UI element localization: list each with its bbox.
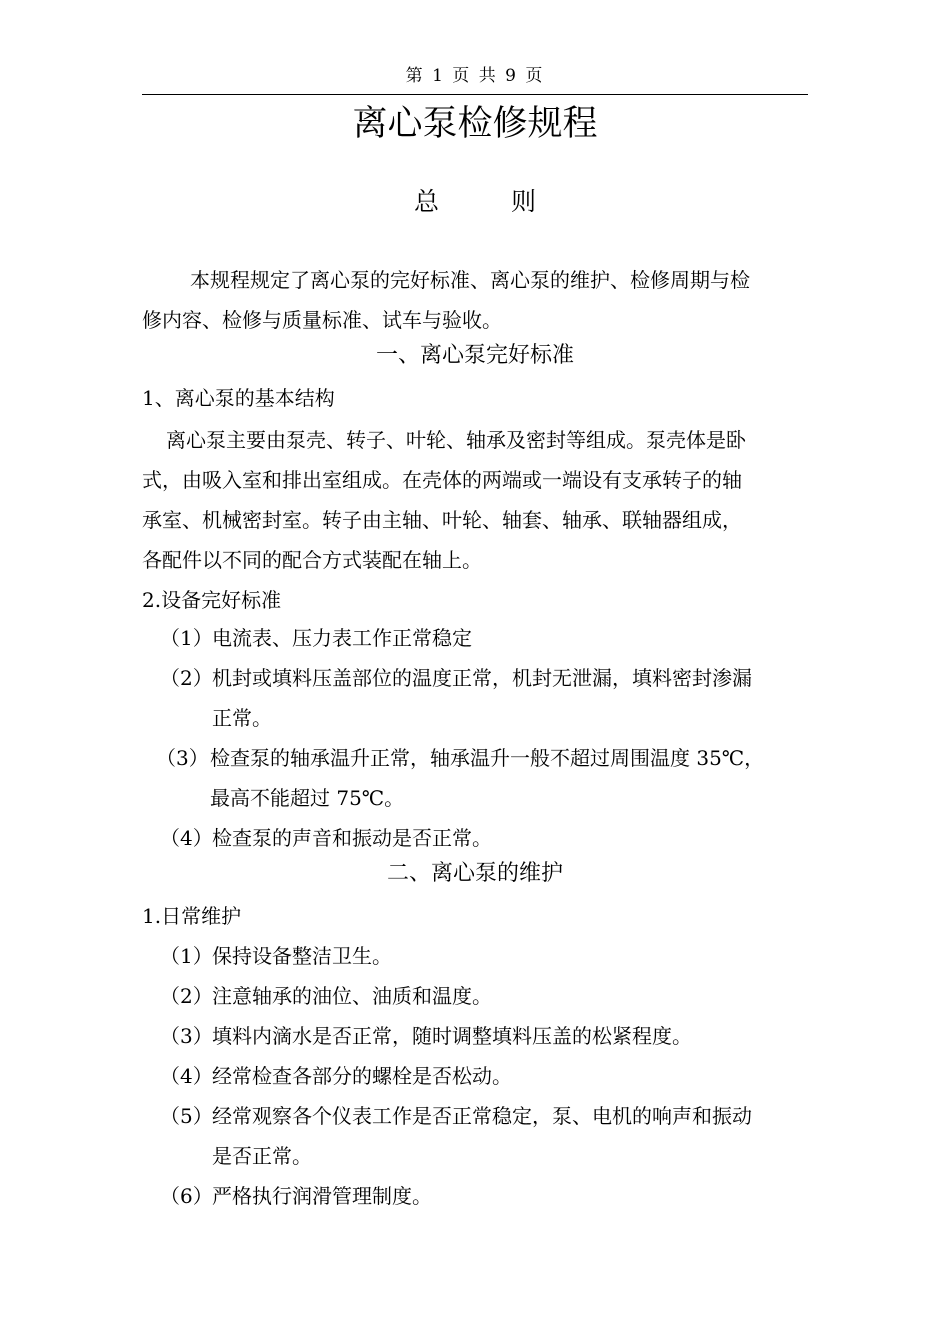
subtitle-char-left: 总 [413,187,439,216]
page-header [142,64,808,88]
page-indicator: 第 1 页 共 9 页 [405,66,545,86]
section-1-sub-1-title: 1、离心泵的基本结构 [142,386,335,410]
intro-line-2: 修内容、检修与质量标准、试车与验收。 [142,308,502,332]
list-item-number: （1） [160,626,213,650]
list-item-text: 严格执行润滑管理制度。 [212,1184,432,1208]
list-item-number: （1） [160,944,213,968]
section-1-heading: 一、离心泵完好标准 [375,343,574,368]
section-1-paragraph-line-2: 式，由吸入室和排出室组成。在壳体的两端或一端设有支承转子的轴 [142,468,742,492]
list-item-text-continued: 最高不能超过 75℃。 [210,786,405,810]
section-2-heading: 二、离心泵的维护 [386,861,563,886]
list-item-number: （2） [160,984,213,1008]
list-item-text-continued: 是否正常。 [212,1144,312,1168]
list-item-number: （4） [160,826,213,850]
list-item-number: （3） [160,1024,213,1048]
section-2-sub-1-title: 1.日常维护 [142,904,242,928]
header-divider [142,94,808,95]
list-item-text: 经常检查各部分的螺栓是否松动。 [212,1064,512,1088]
list-item-number: （6） [160,1184,213,1208]
subtitle-char-right: 则 [511,187,537,216]
list-item-number: （2） [160,666,213,690]
section-subtitle [142,182,808,222]
document-title: 离心泵检修规程 [352,104,598,144]
list-item-number: （4） [160,1064,213,1088]
list-item-text: 电流表、压力表工作正常稳定 [212,626,472,650]
list-item-text: 经常观察各个仪表工作是否正常稳定，泵、电机的响声和振动 [212,1104,752,1128]
section-1-paragraph-line-4: 各配件以不同的配合方式装配在轴上。 [142,548,482,572]
intro-line-1: 本规程规定了离心泵的完好标准、离心泵的维护、检修周期与检 [190,268,750,292]
section-1-paragraph-line-3: 承室、机械密封室。转子由主轴、叶轮、轴套、轴承、联轴器组成， [142,508,742,532]
list-item-text: 机封或填料压盖部位的温度正常，机封无泄漏，填料密封渗漏 [212,666,752,690]
list-item-text-continued: 正常。 [212,706,272,730]
section-1-paragraph-line-1: 离心泵主要由泵壳、转子、叶轮、轴承及密封等组成。泵壳体是卧 [166,428,746,452]
list-item-text: 保持设备整洁卫生。 [212,944,392,968]
list-item-text: 检查泵的轴承温升正常，轴承温升一般不超过周围温度 35℃， [210,746,765,770]
list-item-text: 检查泵的声音和振动是否正常。 [212,826,492,850]
list-item-number: （3） [156,746,209,770]
list-item-text: 注意轴承的油位、油质和温度。 [212,984,492,1008]
list-item-text: 填料内滴水是否正常，随时调整填料压盖的松紧程度。 [212,1024,692,1048]
list-item-number: （5） [160,1104,213,1128]
section-1-sub-2-title: 2.设备完好标准 [142,588,282,612]
